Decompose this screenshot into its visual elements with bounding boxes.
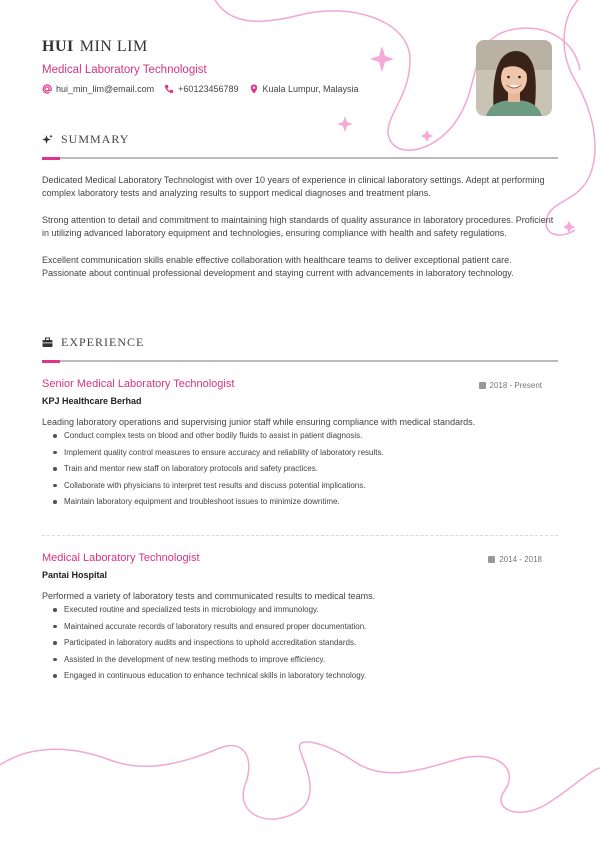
sparkle-icon-edge bbox=[563, 221, 575, 233]
experience-section-header bbox=[42, 335, 558, 362]
list-item: Collaborate with physicians to interpret test results and discuss potential implications. bbox=[64, 480, 558, 491]
experience-accent-bar bbox=[42, 360, 60, 363]
list-item: Maintain laboratory equipment and troubleshoot issues to minimize downtime. bbox=[64, 496, 558, 507]
job-description: Performed a variety of laboratory tests and communicated results to medical teams. bbox=[42, 591, 376, 601]
job-dates-text: 2018 - Present bbox=[489, 381, 542, 390]
candidate-name bbox=[42, 38, 148, 56]
phone-text: +60123456789 bbox=[178, 84, 239, 94]
map-pin-icon bbox=[249, 84, 259, 94]
briefcase-icon bbox=[42, 337, 53, 348]
job-role: Medical Laboratory Technologist bbox=[42, 552, 200, 564]
experience-heading: EXPERIENCE bbox=[61, 335, 145, 349]
job-dates-text: 2014 - 2018 bbox=[499, 555, 542, 564]
summary-paragraph: Strong attention to detail and commitment to maintaining high standards of quality assurance in laboratory procedures. Proficient in utilizing advanced laboratory equipment and technologies, ensuring compliance with health and safety regulations. bbox=[42, 215, 554, 238]
sparkle-icon bbox=[42, 134, 53, 145]
job-company: Pantai Hospital bbox=[42, 570, 108, 580]
location-text: Kuala Lumpur, Malaysia bbox=[262, 84, 359, 94]
list-item: Engaged in continuous education to enhance technical skills in laboratory technology. bbox=[64, 670, 558, 681]
list-item: Implement quality control measures to ensure accuracy and reliability of laboratory results. bbox=[64, 447, 558, 458]
list-item: Train and mentor new staff on laboratory protocols and safety practices. bbox=[64, 463, 558, 474]
summary-divider bbox=[42, 157, 558, 159]
job-company: KPJ Healthcare Berhad bbox=[42, 396, 142, 406]
email-text: hui_min_lim@email.com bbox=[56, 84, 155, 94]
summary-section-header bbox=[42, 132, 558, 159]
job-bullets bbox=[42, 430, 558, 507]
summary-text bbox=[42, 174, 558, 294]
calendar-icon bbox=[479, 382, 486, 389]
phone-icon bbox=[164, 84, 174, 94]
location-contact bbox=[249, 84, 359, 94]
job-dates bbox=[479, 381, 542, 390]
list-item: Assisted in the development of new testing methods to improve efficiency. bbox=[64, 654, 558, 665]
calendar-icon bbox=[488, 556, 495, 563]
at-icon bbox=[42, 84, 52, 94]
job-description: Leading laboratory operations and supervising junior staff while ensuring compliance with medical standards. bbox=[42, 417, 476, 427]
list-item: Maintained accurate records of laboratory results and ensured proper documentation. bbox=[64, 621, 558, 632]
sparkle-icon-medium bbox=[337, 116, 353, 132]
job-role: Senior Medical Laboratory Technologist bbox=[42, 378, 235, 390]
phone-contact[interactable] bbox=[164, 84, 238, 94]
email-contact[interactable] bbox=[42, 84, 154, 94]
list-item: Conduct complex tests on blood and other bodily fluids to assist in patient diagnosis. bbox=[64, 430, 558, 441]
contact-info bbox=[42, 84, 359, 94]
last-name: MIN LIM bbox=[79, 38, 148, 55]
job-entry bbox=[42, 552, 558, 687]
list-item: Executed routine and specialized tests in microbiology and immunology. bbox=[64, 604, 558, 615]
sparkle-icon-large bbox=[370, 46, 394, 72]
list-item: Participated in laboratory audits and inspections to uphold accreditation standards. bbox=[64, 637, 558, 648]
summary-heading: SUMMARY bbox=[61, 132, 130, 146]
job-divider bbox=[42, 535, 558, 536]
summary-accent-bar bbox=[42, 157, 60, 160]
first-name: HUI bbox=[42, 38, 74, 55]
summary-paragraph: Excellent communication skills enable effective collaboration with healthcare teams to deliver exceptional patient care. Passionate about continual professional development and staying current with advancements in laboratory technology. bbox=[42, 255, 514, 278]
summary-paragraph: Dedicated Medical Laboratory Technologist with over 10 years of experience in clinical laboratory settings. Adept at performing complex laboratory tests and analyzing results to support medical diagnoses and treatment plans. bbox=[42, 175, 545, 198]
bottom-swirl-line bbox=[0, 742, 600, 819]
experience-divider bbox=[42, 360, 558, 362]
job-dates bbox=[488, 555, 542, 564]
job-entry bbox=[42, 378, 558, 513]
profile-photo bbox=[476, 40, 552, 116]
job-bullets bbox=[42, 604, 558, 681]
job-title: Medical Laboratory Technologist bbox=[42, 64, 207, 76]
